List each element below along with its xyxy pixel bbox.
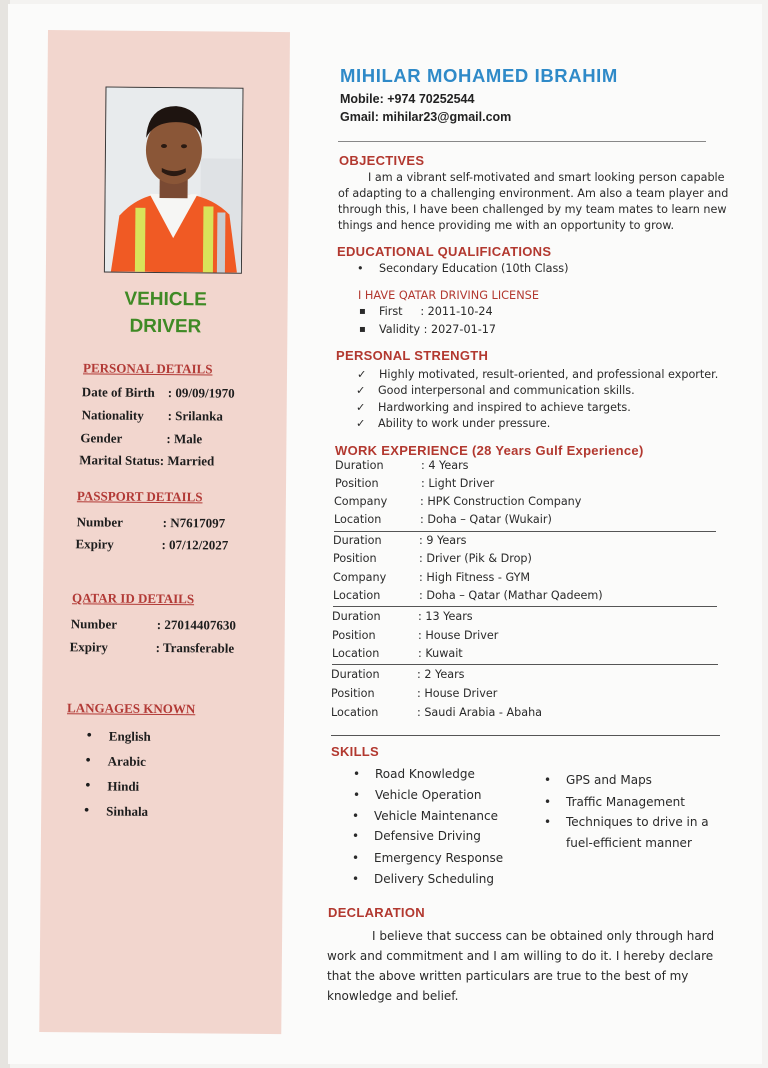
skill-item: • Vehicle Operation xyxy=(375,788,481,802)
license-heading: I HAVE QATAR DRIVING LICENSE xyxy=(358,289,539,302)
qatar-id-heading: QATAR ID DETAILS xyxy=(71,590,195,607)
objectives-heading: OBJECTIVES xyxy=(339,153,425,168)
objectives-line: things and hence providing me with an opportunity to grow. xyxy=(338,219,675,232)
objectives-line: I am a vibrant self-motivated and smart looking person capable xyxy=(368,171,725,184)
skill-item: • Road Knowledge xyxy=(375,767,475,781)
declaration-heading: DECLARATION xyxy=(328,905,425,920)
passport-details-heading: PASSPORT DETAILS xyxy=(76,488,203,505)
email-address: Gmail: mihilar23@gmail.com xyxy=(340,110,512,124)
passport-number-row: Number : N7617097 xyxy=(76,514,226,531)
languages-heading: LANGAGES KNOWN xyxy=(67,700,196,717)
job-divider xyxy=(331,735,720,736)
skill-item: • Emergency Response xyxy=(374,851,503,865)
job-divider xyxy=(334,531,716,532)
marital-status-row: Marital Status: Married xyxy=(79,452,215,469)
strength-heading: PERSONAL STRENGTH xyxy=(336,348,489,363)
strength-item: ✓ Hardworking and inspired to achieve targets. xyxy=(378,401,631,414)
declaration-line: I believe that success can be obtained only through hard xyxy=(372,929,715,943)
license-validity-row: ▪ Validity : 2027-01-17 xyxy=(379,323,496,336)
skill-item: • Defensive Driving xyxy=(374,829,481,843)
job-role-line2: DRIVER xyxy=(129,315,202,338)
passport-expiry-row: Expiry : 07/12/2027 xyxy=(75,536,229,553)
declaration-line: knowledge and belief. xyxy=(327,989,459,1003)
skill-item: • Delivery Scheduling xyxy=(374,872,494,886)
strength-item: ✓ Highly motivated, result-oriented, and professional exporter. xyxy=(379,368,718,381)
language-item: • English xyxy=(109,729,151,745)
mobile-number: Mobile: +974 70252544 xyxy=(340,92,475,106)
license-first-row: ▪ First : 2011-10-24 xyxy=(379,305,493,318)
work-experience-heading: WORK EXPERIENCE (28 Years Gulf Experience) xyxy=(335,443,644,458)
education-heading: EDUCATIONAL QUALIFICATIONS xyxy=(337,244,552,259)
nationality-row: Nationality : Srilanka xyxy=(81,407,223,424)
language-item: • Sinhala xyxy=(106,804,148,820)
personal-details-heading: PERSONAL DETAILS xyxy=(82,360,213,377)
skill-item: • GPS and Maps xyxy=(566,773,652,787)
strength-item: ✓ Good interpersonal and communication skills. xyxy=(378,384,635,397)
qatar-id-number-row: Number : 27014407630 xyxy=(70,616,236,633)
main-content: MIHILAR MOHAMED IBRAHIM Mobile: +974 70252544 Gmail: mihilar23@gmail.com OBJECTIVES I am a vibrant self-motivated and smart looking person capable of adapting to a challenging environment. Am also a team player and through this, I have been challenged by my team mates to learn new things and hence providing me with an opportunity to grow. EDUCATIONAL QUALIFICATIONS • Secondary Education (10th Class) I HAVE QATAR DRIVING LICENSE ▪ First : 2011-10-24 ▪ Validity : 2027-01-17 PERSONAL STRENGTH ✓ Highly motivated, result-oriented, and professional exporter. ✓ Good interpersonal and communication skills. ✓ Hardworking and inspired to achieve targets. ✓ Ability to work under pressure. WORK EXPERIENCE (28 Years Gulf Experience) Duration : 4 Years Position : Light Driver Company : HPK Construction Company Location : Doha – Qatar (Wukair) Duration : 9 Years Position : Driver (Pik & Drop) Company : High Fitness - GYM Location : Doha – Qatar (Mathar Qadeem) Duration : 13 Years Position : House Driver Location : Kuwait Duration : 2 Years Position : House Driver Location : Saudi Arabia - Abaha SKILLS • Road Knowledge • Vehicle Operation • Vehicle Maintenance • Defensive Driving • Emergency Response • Delivery Scheduling • GPS and Maps • Traffic Management • Techniques to drive in a fuel-efficient manner DECLARATION I believe that success can be obtained only through hard work and commitment and I am willing to do it. I hereby declare that the above written particulars are true to the best of my knowledge and belief. xyxy=(0,0,768,1068)
job-divider xyxy=(332,664,718,665)
skill-item: • Techniques to drive in a xyxy=(566,815,709,829)
qatar-id-expiry-row: Expiry : Transferable xyxy=(69,639,235,656)
gender-row: Gender : Male xyxy=(80,430,203,447)
objectives-line: of adapting to a challenging environment. Am also a team player and xyxy=(338,187,729,200)
job-divider xyxy=(333,606,717,607)
education-item: • Secondary Education (10th Class) xyxy=(379,262,569,275)
skill-item: • Vehicle Maintenance xyxy=(374,809,498,823)
objectives-line: through this, I have been challenged by my team mates to learn new xyxy=(338,203,727,216)
skill-item: • Traffic Management xyxy=(566,795,685,809)
declaration-line: that the above written particulars are true to the best of my xyxy=(327,969,689,983)
candidate-name: MIHILAR MOHAMED IBRAHIM xyxy=(340,65,618,86)
job-role-line1: VEHICLE xyxy=(124,288,207,311)
dob-row: Date of Birth : 09/09/1970 xyxy=(81,384,235,401)
skill-item-continuation: fuel-efficient manner xyxy=(566,836,692,850)
strength-item: ✓ Ability to work under pressure. xyxy=(378,417,550,430)
declaration-line: work and commitment and I am willing to do it. I hereby declare xyxy=(327,949,714,963)
language-item: • Arabic xyxy=(108,754,146,770)
language-item: • Hindi xyxy=(107,779,139,795)
skills-heading: SKILLS xyxy=(331,744,380,759)
header-divider xyxy=(338,141,706,142)
